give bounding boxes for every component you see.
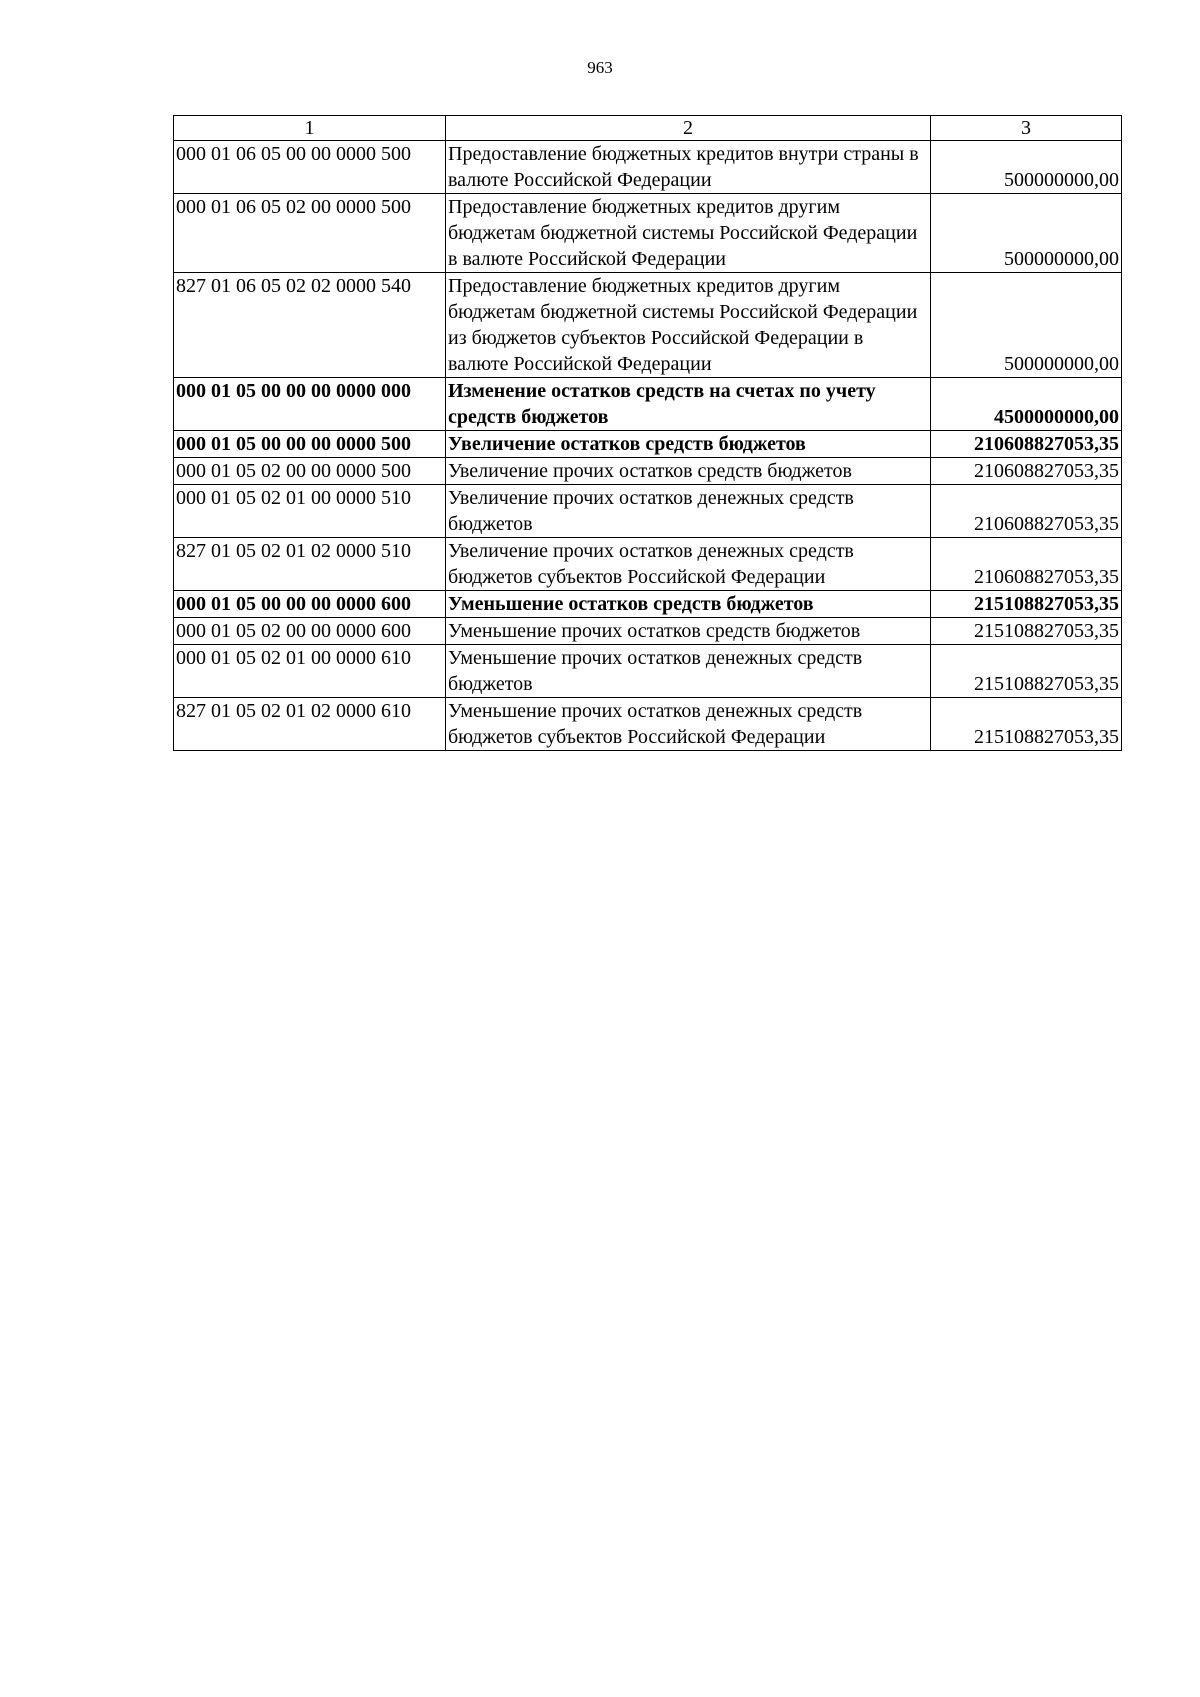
row-code-cell: 000 01 05 02 01 00 0000 510	[174, 485, 446, 538]
page-number: 963	[587, 58, 613, 77]
table-row	[174, 378, 1122, 431]
row-code-cell: 000 01 05 00 00 00 0000 000	[174, 378, 446, 431]
row-amount-cell: 210608827053,35	[931, 458, 1122, 485]
column-header-amount: 3	[931, 116, 1122, 141]
row-code-cell: 000 01 06 05 00 00 0000 500	[174, 141, 446, 194]
row-amount-cell: 215108827053,35	[931, 618, 1122, 645]
row-code-cell: 000 01 05 02 00 00 0000 500	[174, 458, 446, 485]
table-header-row	[174, 116, 1122, 141]
row-amount-cell: 210608827053,35	[931, 485, 1122, 538]
row-code-cell: 000 01 05 00 00 00 0000 600	[174, 591, 446, 618]
row-code-cell: 000 01 05 02 00 00 0000 600	[174, 618, 446, 645]
row-name-cell: Увеличение прочих остатков денежных средств бюджетов субъектов Российской Федерации	[446, 538, 931, 591]
row-amount-cell: 210608827053,35	[931, 538, 1122, 591]
row-code-cell: 827 01 06 05 02 02 0000 540	[174, 273, 446, 378]
row-amount-cell: 4500000000,00	[931, 378, 1122, 431]
table-row	[174, 458, 1122, 485]
table-row	[174, 591, 1122, 618]
row-code-cell: 000 01 05 00 00 00 0000 500	[174, 431, 446, 458]
row-name-cell: Увеличение прочих остатков денежных средств бюджетов	[446, 485, 931, 538]
row-name-cell: Уменьшение прочих остатков средств бюджетов	[446, 618, 931, 645]
row-name-cell: Увеличение прочих остатков средств бюджетов	[446, 458, 931, 485]
row-code-cell: 827 01 05 02 01 02 0000 610	[174, 698, 446, 751]
row-amount-cell: 215108827053,35	[931, 591, 1122, 618]
table-row	[174, 194, 1122, 273]
table-row	[174, 618, 1122, 645]
row-name-cell: Уменьшение остатков средств бюджетов	[446, 591, 931, 618]
table-row	[174, 485, 1122, 538]
table-row	[174, 431, 1122, 458]
table-row	[174, 645, 1122, 698]
row-name-cell: Уменьшение прочих остатков денежных средств бюджетов субъектов Российской Федерации	[446, 698, 931, 751]
row-name-cell: Уменьшение прочих остатков денежных средств бюджетов	[446, 645, 931, 698]
row-name-cell: Изменение остатков средств на счетах по учету средств бюджетов	[446, 378, 931, 431]
row-name-cell: Предоставление бюджетных кредитов другим бюджетам бюджетной системы Российской Федерации в валюте Российской Федерации	[446, 194, 931, 273]
row-name-cell: Предоставление бюджетных кредитов другим бюджетам бюджетной системы Российской Федерации из бюджетов субъектов Российской Федерации в валюте Российской Федерации	[446, 273, 931, 378]
row-amount-cell: 215108827053,35	[931, 698, 1122, 751]
row-code-cell: 000 01 05 02 01 00 0000 610	[174, 645, 446, 698]
column-header-code: 1	[174, 116, 446, 141]
row-amount-cell: 500000000,00	[931, 141, 1122, 194]
row-amount-cell: 500000000,00	[931, 194, 1122, 273]
table-row	[174, 698, 1122, 751]
row-amount-cell: 215108827053,35	[931, 645, 1122, 698]
row-name-cell: Увеличение остатков средств бюджетов	[446, 431, 931, 458]
row-code-cell: 827 01 05 02 01 02 0000 510	[174, 538, 446, 591]
column-header-name: 2	[446, 116, 931, 141]
budget-sources-table	[173, 115, 1122, 751]
row-code-cell: 000 01 06 05 02 00 0000 500	[174, 194, 446, 273]
table-row	[174, 273, 1122, 378]
table-row	[174, 538, 1122, 591]
table-row	[174, 141, 1122, 194]
row-amount-cell: 500000000,00	[931, 273, 1122, 378]
row-amount-cell: 210608827053,35	[931, 431, 1122, 458]
row-name-cell: Предоставление бюджетных кредитов внутри страны в валюте Российской Федерации	[446, 141, 931, 194]
